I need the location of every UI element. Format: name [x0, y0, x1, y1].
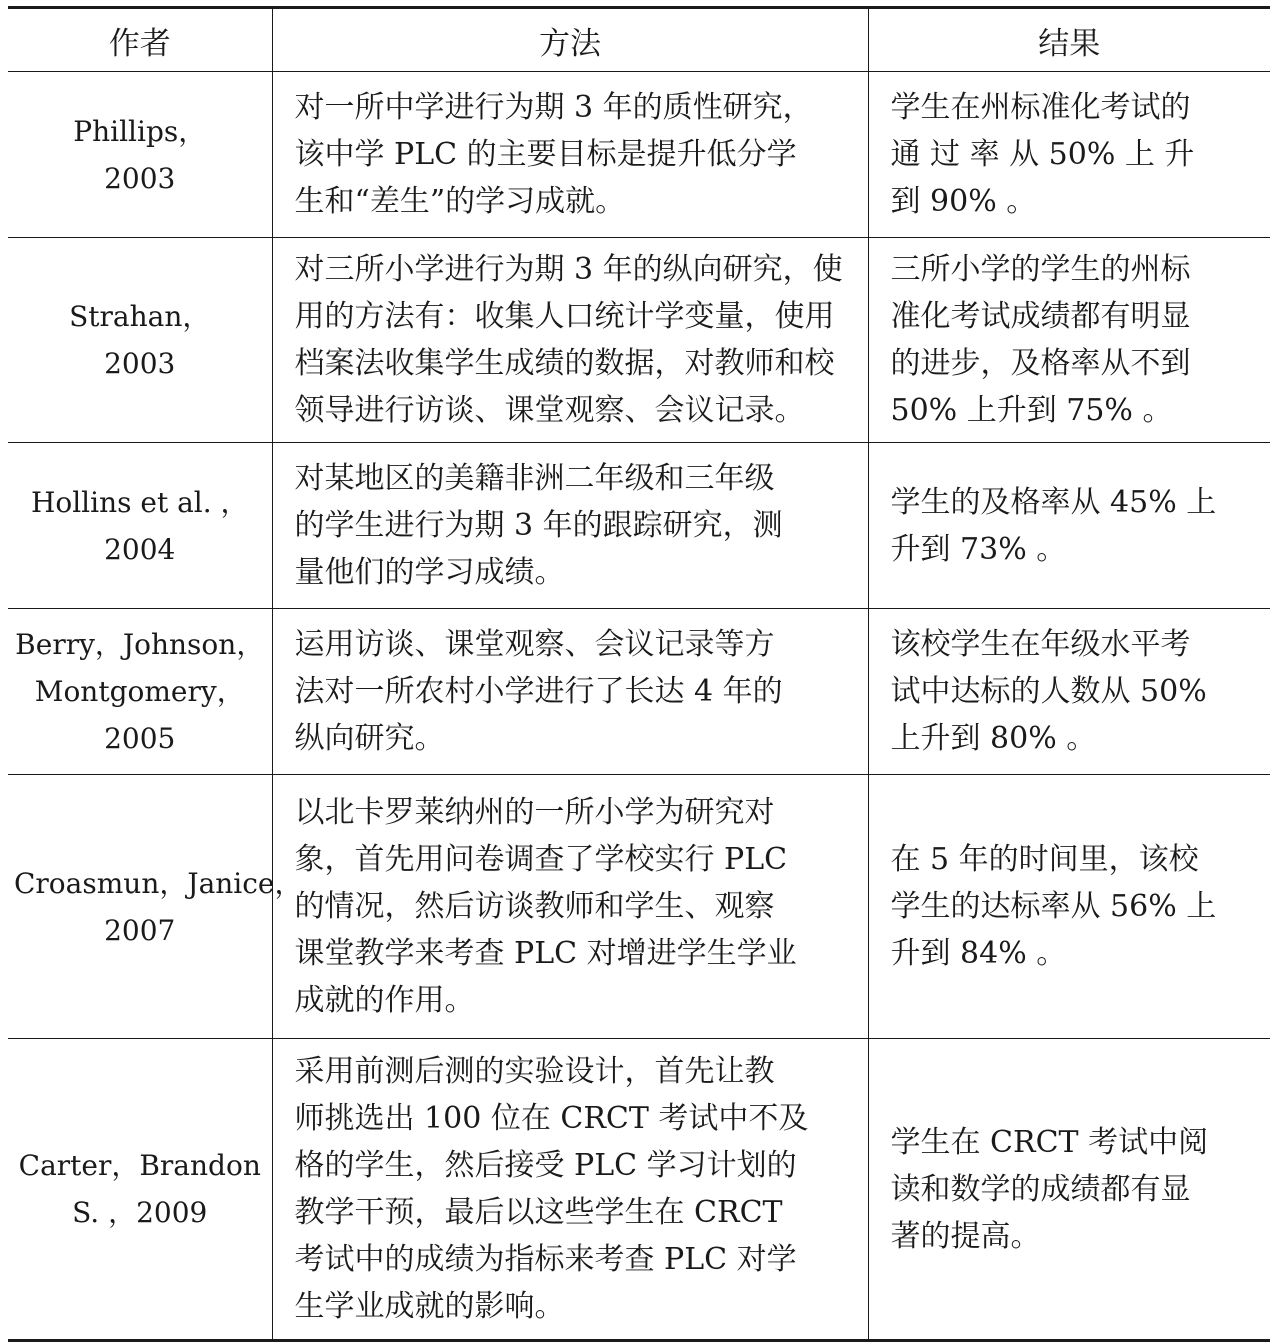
- method-cell: [272, 1039, 868, 1341]
- result-cell: [868, 609, 1270, 775]
- method-line: 的情况，然后访谈教师和学生、观察: [294, 889, 775, 924]
- method-line: 格的学生，然后接受 PLC 学习计划的: [294, 1148, 797, 1183]
- author-cell: [8, 72, 272, 238]
- result-line: 通 过 率 从 50% 上 升: [890, 137, 1195, 172]
- header-author: 作者: [8, 8, 272, 72]
- method-line: 纵向研究。: [294, 721, 445, 756]
- author-cell: [8, 775, 303, 1039]
- author-line: 2007: [104, 913, 176, 947]
- method-line: 对某地区的美籍非洲二年级和三年级: [294, 461, 775, 496]
- result-line: 50% 上升到 75% 。: [890, 393, 1173, 428]
- table-row: [8, 72, 1270, 238]
- result-line: 升到 73% 。: [890, 531, 1067, 567]
- author-line: Phillips，: [73, 114, 207, 148]
- method-line: 该中学 PLC 的主要目标是提升低分学: [294, 137, 797, 172]
- header-row: [8, 8, 1270, 72]
- result-line: 在 5 年的时间里，该校: [890, 842, 1199, 877]
- author-cell: [8, 1039, 272, 1341]
- table-row: [8, 443, 1270, 609]
- method-line: 运用访谈、课堂观察、会议记录等方: [294, 627, 775, 662]
- author-cell: [8, 609, 272, 775]
- table-body: [8, 72, 1270, 1341]
- method-line: 教学干预，最后以这些学生在 CRCT: [294, 1195, 783, 1230]
- method-line: 用的方法有：收集人口统计学变量，使用: [294, 299, 835, 334]
- author-line: S. ，2009: [72, 1196, 208, 1229]
- method-line: 量他们的学习成绩。: [294, 555, 565, 590]
- result-cell: [868, 238, 1270, 443]
- method-line: 的学生进行为期 3 年的跟踪研究，测: [294, 508, 783, 543]
- table-row: [8, 1039, 1270, 1341]
- method-cell: [272, 238, 868, 443]
- method-line: 课堂教学来考查 PLC 对增进学生学业: [294, 936, 797, 971]
- table-row: [8, 238, 1270, 443]
- method-line: 成就的作用。: [294, 983, 475, 1018]
- method-line: 法对一所农村小学进行了长达 4 年的: [294, 674, 783, 709]
- author-cell: [8, 443, 272, 609]
- author-line: Berry，Johnson，: [15, 628, 265, 661]
- table-row: [8, 609, 1270, 775]
- result-line: 学生的及格率从 45% 上: [890, 484, 1217, 520]
- method-line: 生学业成就的影响。: [294, 1289, 565, 1324]
- result-line: 三所小学的学生的州标: [890, 252, 1191, 287]
- method-cell: [272, 775, 868, 1039]
- method-cell: [272, 72, 868, 238]
- result-line: 著的提高。: [890, 1218, 1041, 1254]
- author-line: 2003: [104, 161, 176, 195]
- author-line: Strahan，: [69, 300, 211, 333]
- result-cell: [868, 1039, 1270, 1341]
- header-method: 方法: [272, 8, 868, 72]
- method-line: 师挑选出 100 位在 CRCT 考试中不及: [294, 1101, 809, 1136]
- table-header: [8, 8, 1270, 72]
- author-line: Croasmun，Janice，: [14, 866, 303, 900]
- result-line: 升到 84% 。: [890, 936, 1067, 971]
- result-line: 到 90% 。: [890, 184, 1037, 219]
- result-cell: [868, 775, 1270, 1039]
- author-line: Carter，Brandon: [18, 1149, 261, 1182]
- result-line: 读和数学的成绩都有显: [890, 1171, 1191, 1207]
- author-line: 2003: [104, 347, 176, 380]
- author-line: Montgomery，: [34, 675, 245, 708]
- table-row: [8, 775, 1270, 1039]
- method-line: 生和“差生”的学习成就。: [294, 184, 626, 219]
- author-line: 2004: [104, 532, 176, 566]
- method-line: 象，首先用问卷调查了学校实行 PLC: [294, 842, 788, 877]
- author-line: Hollins et al. ，: [30, 485, 249, 519]
- method-line: 对一所中学进行为期 3 年的质性研究，: [294, 90, 813, 125]
- method-cell: [272, 609, 868, 775]
- method-line: 档案法收集学生成绩的数据，对教师和校: [294, 346, 835, 381]
- author-line: 2005: [104, 722, 176, 755]
- result-line: 准化考试成绩都有明显: [890, 299, 1191, 334]
- result-line: 学生在 CRCT 考试中阅: [890, 1124, 1209, 1160]
- method-line: 对三所小学进行为期 3 年的纵向研究，使: [294, 252, 843, 287]
- author-cell: [8, 238, 272, 443]
- result-line: 学生在州标准化考试的: [890, 90, 1191, 125]
- result-line: 学生的达标率从 56% 上: [890, 889, 1217, 924]
- study-table: [8, 6, 1270, 1342]
- result-line: 该校学生在年级水平考: [890, 627, 1191, 662]
- result-line: 的进步，及格率从不到: [890, 346, 1191, 381]
- header-result: 结果: [868, 8, 1270, 72]
- result-line: 上升到 80% 。: [890, 721, 1097, 756]
- method-line: 以北卡罗莱纳州的一所小学为研究对: [294, 795, 775, 830]
- result-line: 试中达标的人数从 50%: [890, 674, 1207, 709]
- result-cell: [868, 72, 1270, 238]
- method-line: 领导进行访谈、课堂观察、会议记录。: [294, 393, 805, 428]
- method-cell: [272, 443, 868, 609]
- method-line: 采用前测后测的实验设计，首先让教: [294, 1054, 775, 1089]
- method-line: 考试中的成绩为指标来考查 PLC 对学: [294, 1242, 797, 1277]
- result-cell: [868, 443, 1270, 609]
